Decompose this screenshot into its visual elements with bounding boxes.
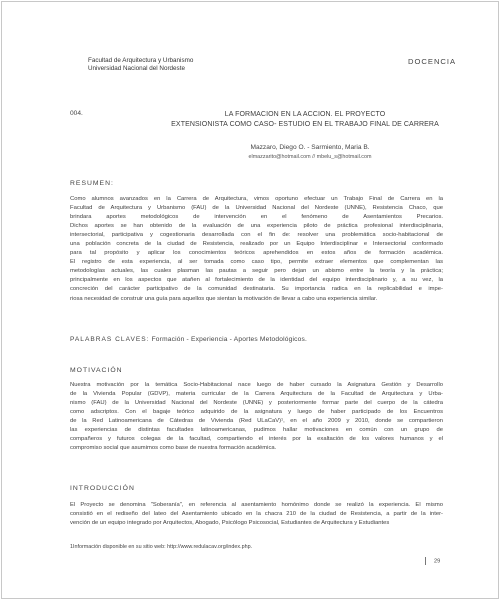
text-line: Nuestra motivación por la temática Socio-Habitacional nace luego de haber cursado la Asignatura Gestión y Desarrollo [70,382,443,388]
section-label: DOCENCIA [408,57,457,66]
footnote: 1Información disponible en su sitio web: http://www.redulacav.org/index.php. [70,544,253,550]
text-line: Facultad de Arquitectura y Urbanismo (FAU) de la Universidad Nacional del Nordeste (UNNE), Resistencia Chaco, que [70,205,443,212]
page-footer [425,557,440,565]
text-line: El registro de esta experiencia, al ser tomada como caso tipo, permite extraer elementos que complementan las [70,259,443,266]
text-line: compañeros y futuros colegas de la facultad, compartiendo el interés por la exaltación de los valores humanos y el [70,436,443,443]
page-number: 29 [434,558,441,565]
text-line: principalmente en los aspectos que ataňen al fortalecimiento de la identidad del equipo interdisciplinario y, a su vez, la [70,277,443,284]
motivacion-paragraph [70,381,443,453]
keywords [70,336,307,343]
text-line: metodologías actuales, las cuales plasman las pautas a seguir pero dejan un abismo entre la teoría y la práctica; [70,268,443,275]
header-institution [88,57,193,73]
text-line: las experiencias de distintas facultades latinoamericanas, pudimos hallar motivaciones en común con un grupo de [70,427,443,434]
text-line: como adscriptos. Con el bagaje teórico adquirido de la asignatura y luego de haber participado de los Encuentros [70,409,443,416]
text-line: brindara aportes metodológicos de intervención en el fenómeno de Asentamientos Precarios. [70,214,443,221]
text-line: nismo (FAU) de la Universidad Nacional del Nordeste (UNNE) y posteriormente formar parte del cuerpo de la cátedra [70,400,443,407]
text-line: concreción del carácter participativo de la comunidad destinataria. Su importancia radica en la replicabilidad e impe- [70,286,443,293]
article-title [140,110,470,130]
text-line: compromiso social que asumimos como base de nuestra formación académica. [70,445,277,452]
text-line: Como alumnos avanzados en la Carrera de Arquitectura, vimos oportuno efectuar un Trabajo Final de Carrera en la [70,196,443,202]
resumen-heading: RESUMEN: [70,180,114,187]
text-line: consistió en el rediseño del lateo del Asentamiento ubicado en la chacra 210 de la ciudad de Resistencia, a partir de la inter- [70,511,443,518]
faculty-name: Facultad de Arquitectura y Urbanismo [88,57,194,64]
introduccion-heading: INTRODUCCIÓN [70,485,135,492]
text-line: riosa necesidad de construir una guía para aquellos que sientan la motivación de llevar a cabo una experiencia similar. [70,295,378,302]
author-names: Mazzaro, Diego O. - Sarmiento, Maria B. [250,144,370,151]
article-code: 004. [70,110,83,117]
text-line: una población concreta de la ciudad de Resistencia, realizado por un Equipo Interdisciplinar e Intersectorial conformado [70,241,443,248]
keywords-label: PALABRAS CLAVES: [70,336,150,343]
text-line: de la Vivienda Popular (GDVP), materia curricular de la Carrera Arquitectura de la Facultad de Arquitectura y Urba- [70,391,443,398]
text-line: El Proyecto se denomina "Soberanía", en referencia al asentamiento homónimo donde se realizó la experiencia. El mismo [70,502,443,508]
keywords-text: Formación - Experiencia - Aportes Metodológicos. [151,336,308,343]
resumen-paragraph [70,195,443,304]
introduccion-paragraph [70,501,443,528]
text-line: intersectorial, participativa y cogestionaria desarrollada con el fin de: resolver una problemática socio-habitacional de [70,232,443,239]
text-line: Dichos aportes se han obtenido de la evaluación de una experiencia piloto de práctica profesional interdisciplinaria, [70,223,443,230]
authors-block [150,143,470,161]
author-emails: elmazzarito@hotmail.com // mbelu_s@hotmail.com [248,154,372,160]
text-line: para tal propósito y aplicar los conocimientos teóricos aprehendidos en estos años de formación académica. [70,250,443,257]
article-title-line: EXTENSIONISTA COMO CASO- ESTUDIO EN EL TRABAJO FINAL DE CARRERA [171,121,439,128]
motivacion-heading: MOTIVACIÓN [70,367,123,374]
university-name: Universidad Nacional del Nordeste [88,65,185,72]
text-line: vención de un equipo integrado por Arquitectos, Abogado, Psicólogo Psicosocial, Estudiantes de Arquitectura y Estudiantes [70,520,390,527]
text-line: de la Red Latinoamericana de Cátedras de Vivienda (Red ULaCaV)¹, en el año 2009 y 2010, donde se compartieron [70,418,443,425]
footer-divider [425,557,426,565]
article-title-line: LA FORMACION EN LA ACCION. EL PROYECTO [224,111,386,118]
